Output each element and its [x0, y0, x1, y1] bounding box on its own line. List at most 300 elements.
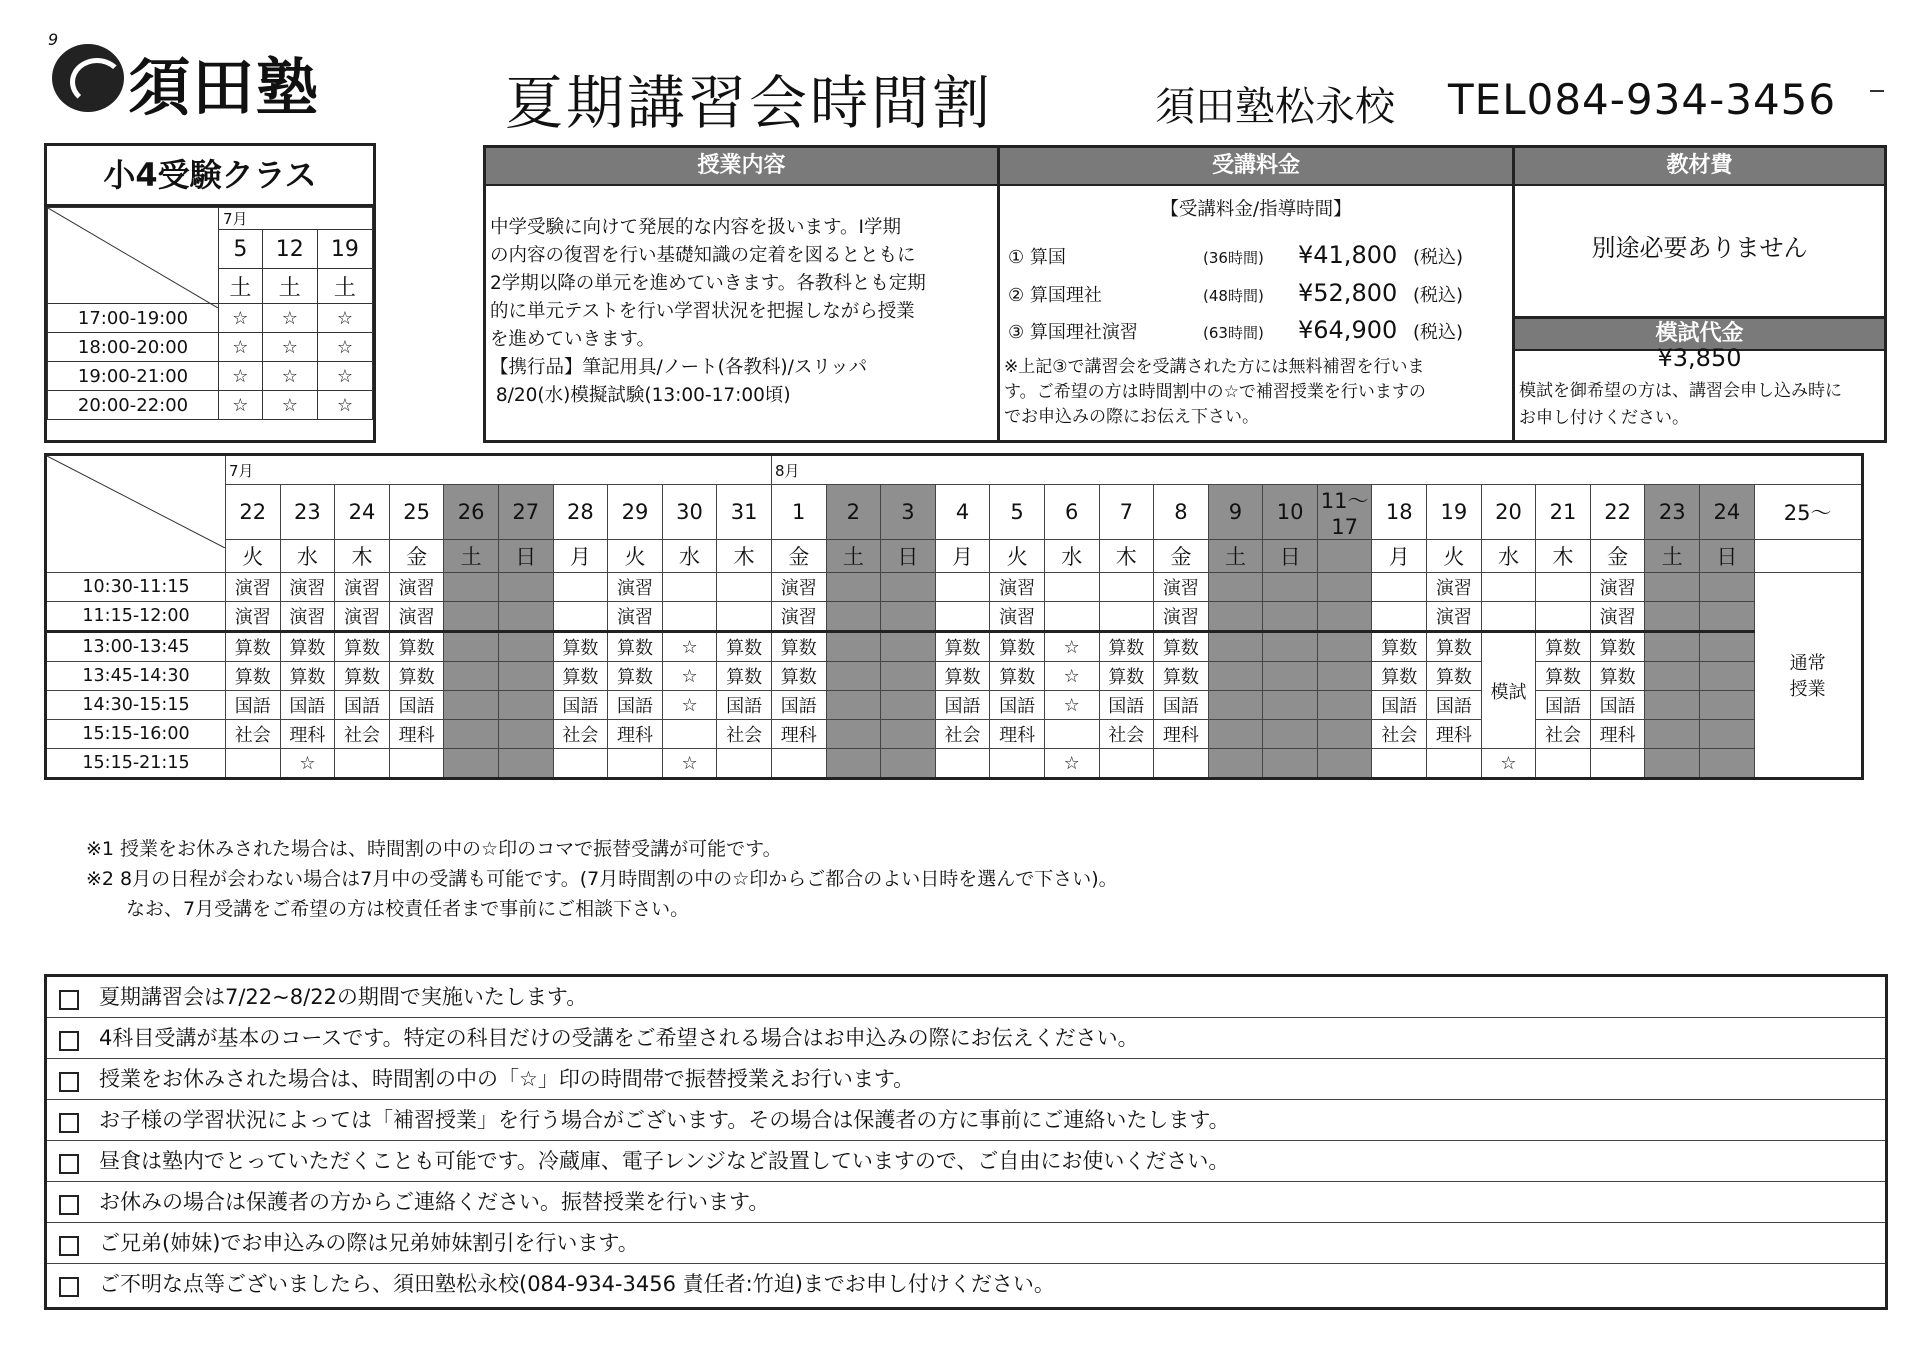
slot-cell	[881, 573, 936, 602]
slot-cell	[1208, 691, 1263, 720]
slot-cell	[1099, 573, 1154, 602]
slot-cell	[553, 573, 608, 602]
mock-price: ¥3,850	[1657, 344, 1742, 372]
checkbox-icon	[59, 990, 79, 1010]
date-cell: 12	[262, 230, 317, 269]
checkbox-icon	[59, 1072, 79, 1092]
fee-price: ¥41,800	[1298, 241, 1398, 269]
date-cell: 9	[1208, 485, 1263, 540]
slot-cell	[444, 662, 499, 691]
slot-cell	[881, 691, 936, 720]
slot-cell: 算数	[1536, 662, 1591, 691]
slot-cell	[1044, 602, 1099, 632]
checklist-item	[47, 1018, 1885, 1059]
fee-price: ¥52,800	[1298, 279, 1398, 307]
date-cell: 4	[935, 485, 990, 540]
month-label: 7月	[219, 208, 373, 230]
slot-cell	[335, 749, 390, 779]
note-line: ※1 授業をお休みされた場合は、時間割の中の☆印のコマで振替受講が可能です。	[86, 838, 782, 860]
slot-cell	[826, 632, 881, 662]
slot-cell	[826, 720, 881, 749]
date-cell: 25	[389, 485, 444, 540]
slot-cell	[1263, 573, 1318, 602]
slot-cell	[1317, 573, 1372, 602]
date-cell: 23	[1645, 485, 1700, 540]
date-cell: 30	[662, 485, 717, 540]
slot-cell	[662, 720, 717, 749]
time-cell: 15:15-21:15	[46, 749, 226, 779]
logo	[48, 30, 338, 124]
fee-note-line: でお申込みの際にお伝え下さい。	[1004, 407, 1259, 427]
logo-mark-icon	[52, 44, 124, 112]
slot-cell	[881, 632, 936, 662]
slot-cell	[1536, 573, 1591, 602]
slot-cell	[662, 573, 717, 602]
slot-cell: ☆	[1044, 632, 1099, 662]
fee-name: ② 算国理社	[1008, 285, 1102, 306]
slot-cell: 理科	[280, 720, 335, 749]
slot-cell: 国語	[935, 691, 990, 720]
slot-cell: 算数	[771, 632, 826, 662]
date-cell: 19	[1427, 485, 1482, 540]
date-cell: 31	[717, 485, 772, 540]
weekday-cell: 土	[1645, 540, 1700, 573]
date-cell: 22	[1590, 485, 1645, 540]
slot-cell	[826, 749, 881, 779]
checkbox-icon	[59, 1195, 79, 1215]
slot-cell	[1317, 749, 1372, 779]
weekday-cell: 金	[1590, 540, 1645, 573]
slot-cell	[553, 602, 608, 632]
schedule-row	[46, 691, 1863, 720]
date-cell: 27	[498, 485, 553, 540]
time-cell: 10:30-11:15	[46, 573, 226, 602]
fee-note-line: ※上記③で講習会を受講された方には無料補習を行いま	[1004, 357, 1425, 377]
date-cell: 7	[1099, 485, 1154, 540]
slot-cell	[826, 691, 881, 720]
phone-number: TEL084-934-3456	[1448, 75, 1837, 124]
weekday-cell: 日	[498, 540, 553, 573]
date-cell: 3	[881, 485, 936, 540]
slot-cell	[881, 720, 936, 749]
slot-cell: 算数	[553, 662, 608, 691]
slot-cell	[1208, 749, 1263, 779]
slot-cell	[1263, 691, 1318, 720]
slot-cell: 算数	[389, 632, 444, 662]
slot-cell: 国語	[771, 691, 826, 720]
weekday-cell: 木	[1536, 540, 1591, 573]
weekday-cell: 月	[935, 540, 990, 573]
slot-cell: 演習	[1154, 602, 1209, 632]
slot-cell: 国語	[226, 691, 281, 720]
diagonal-corner	[48, 208, 219, 304]
slot-cell: 算数	[1372, 662, 1427, 691]
slot-cell: 理科	[771, 720, 826, 749]
fee-tax: (税込)	[1413, 322, 1464, 343]
slot-cell	[1263, 602, 1318, 632]
slot-cell: ☆	[219, 304, 263, 333]
slot-cell: 算数	[1154, 662, 1209, 691]
content-line: の内容の復習を行い基礎知識の定着を図るとともに	[490, 245, 916, 266]
weekday-cell: 水	[1044, 540, 1099, 573]
weekday-cell: 火	[608, 540, 663, 573]
regular-label: 通常	[1789, 653, 1826, 674]
slot-cell: 社会	[553, 720, 608, 749]
slot-cell: 演習	[771, 602, 826, 632]
slot-cell	[498, 602, 553, 632]
slot-cell	[826, 662, 881, 691]
date-cell: 25～	[1754, 485, 1862, 540]
school-name: 須田塾松永校	[1155, 84, 1395, 130]
slot-cell	[444, 749, 499, 779]
content-line: 中学受験に向けて発展的な内容を扱います。I学期	[490, 217, 901, 238]
slot-cell	[990, 749, 1045, 779]
slot-cell	[498, 691, 553, 720]
diagonal-line-icon	[48, 208, 218, 308]
slot-cell	[1317, 632, 1372, 662]
date-cell: 5	[219, 230, 263, 269]
fee-item	[1008, 279, 1463, 307]
slot-cell: 演習	[1590, 573, 1645, 602]
slot-cell	[935, 573, 990, 602]
fee-tax: (税込)	[1413, 247, 1464, 268]
slot-cell	[1317, 602, 1372, 632]
weekday-cell: 日	[881, 540, 936, 573]
slot-cell: ☆	[317, 304, 372, 333]
material-heading: 教材費	[1515, 148, 1884, 186]
checklist	[44, 974, 1888, 1310]
regular-class-cell	[1754, 573, 1862, 779]
slot-cell: 演習	[389, 602, 444, 632]
content-line: 8/20(水)模擬試験(13:00-17:00頃)	[490, 385, 791, 406]
slot-cell: 算数	[990, 632, 1045, 662]
slot-cell	[881, 662, 936, 691]
fee-name: ③ 算国理社演習	[1008, 322, 1138, 343]
mock-heading: 模試代金	[1515, 319, 1884, 351]
mock-note	[1519, 378, 1884, 432]
slot-cell	[1645, 691, 1700, 720]
slot-cell: 国語	[1099, 691, 1154, 720]
content-line: 【携行品】筆記用具/ノート(各教科)/スリッパ	[490, 357, 868, 378]
slot-cell: 国語	[1590, 691, 1645, 720]
month-label: 7月	[226, 455, 772, 485]
slot-cell: ☆	[317, 333, 372, 362]
slot-cell: 理科	[1427, 720, 1482, 749]
checkbox-icon	[59, 1277, 79, 1297]
slot-cell: ☆	[317, 362, 372, 391]
time-cell: 11:15-12:00	[46, 602, 226, 632]
slot-cell	[1099, 749, 1154, 779]
slot-cell: ☆	[1044, 662, 1099, 691]
date-cell: 28	[553, 485, 608, 540]
date-cell: 6	[1044, 485, 1099, 540]
slot-cell: 社会	[1536, 720, 1591, 749]
saturday-table	[47, 207, 373, 420]
weekday-cell: 木	[717, 540, 772, 573]
slot-cell	[1481, 573, 1536, 602]
content-line: 2学期以降の単元を進めていきます。各教科とも定期	[490, 273, 926, 294]
checkbox-icon	[59, 1236, 79, 1256]
weekday-cell	[1317, 540, 1372, 573]
fee-item	[1008, 316, 1463, 344]
schedule-row	[46, 662, 1863, 691]
weekday-cell: 日	[1263, 540, 1318, 573]
diagonal-line-icon	[47, 456, 225, 548]
slot-cell: 演習	[990, 602, 1045, 632]
fee-price: ¥64,900	[1298, 316, 1398, 344]
slot-cell: 演習	[389, 573, 444, 602]
date-cell: 1	[771, 485, 826, 540]
slot-cell	[389, 749, 444, 779]
slot-cell	[826, 602, 881, 632]
checklist-text: お休みの場合は保護者の方からご連絡ください。振替授業を行います。	[99, 1190, 770, 1214]
checklist-item	[47, 977, 1885, 1018]
checklist-text: ご兄弟(姉妹)でお申込みの際は兄弟姉妹割引を行います。	[99, 1231, 639, 1255]
slot-cell: 算数	[608, 632, 663, 662]
checklist-text: 授業をお休みされた場合は、時間割の中の「☆」印の時間帯で振替授業えお行います。	[99, 1067, 915, 1091]
slot-cell	[553, 749, 608, 779]
date-cell: 26	[444, 485, 499, 540]
slot-cell: ☆	[1044, 691, 1099, 720]
slot-cell: 算数	[717, 662, 772, 691]
schedule-row	[46, 602, 1863, 632]
slot-cell: 演習	[608, 602, 663, 632]
slot-cell: 理科	[608, 720, 663, 749]
weekday-cell: 火	[990, 540, 1045, 573]
slot-cell: 算数	[1590, 662, 1645, 691]
slot-cell	[1700, 691, 1755, 720]
slot-cell	[1645, 602, 1700, 632]
slot-cell	[1263, 749, 1318, 779]
weekday-cell: 土	[262, 269, 317, 304]
class-box	[44, 143, 376, 443]
content-heading: 授業内容	[486, 148, 997, 186]
slot-cell: 算数	[1099, 632, 1154, 662]
slot-cell: 演習	[1154, 573, 1209, 602]
slot-cell	[1044, 720, 1099, 749]
slot-cell: 算数	[608, 662, 663, 691]
slot-cell: ☆	[262, 304, 317, 333]
slot-cell	[444, 691, 499, 720]
mock-note-line: 模試を御希望の方は、講習会申し込み時に	[1519, 381, 1842, 401]
class-title: 小4受験クラス	[47, 146, 373, 207]
slot-cell: 算数	[553, 632, 608, 662]
slot-cell	[1590, 749, 1645, 779]
slot-cell	[1645, 632, 1700, 662]
time-cell: 15:15-16:00	[46, 720, 226, 749]
slot-cell: 算数	[335, 632, 390, 662]
date-cell: 23	[280, 485, 335, 540]
slot-cell	[1645, 662, 1700, 691]
slot-cell: ☆	[662, 749, 717, 779]
schedule-row	[46, 720, 1863, 749]
slot-cell: 国語	[1154, 691, 1209, 720]
note-line: ※2 8月の日程が会わない場合は7月中の受講も可能です。(7月時間割の中の☆印からご都合のよい日時を選んで下さい)。	[86, 868, 1118, 890]
slot-cell	[826, 573, 881, 602]
summer-schedule-table	[44, 453, 1864, 780]
slot-cell	[1263, 662, 1318, 691]
slot-cell	[498, 662, 553, 691]
time-cell: 17:00-19:00	[48, 304, 219, 333]
logo-text: 須田塾	[128, 51, 321, 124]
slot-cell	[1154, 749, 1209, 779]
logo-small-text: 9	[48, 30, 59, 49]
slot-cell: 演習	[1427, 602, 1482, 632]
checklist-text: お子様の学習状況によっては「補習授業」を行う場合がございます。その場合は保護者の方に事前にご連絡いたします。	[99, 1108, 1230, 1132]
slot-cell: 理科	[1590, 720, 1645, 749]
slot-cell: ☆	[280, 749, 335, 779]
material-text: 別途必要ありません	[1591, 234, 1808, 262]
slot-cell: 算数	[990, 662, 1045, 691]
slot-cell: 国語	[717, 691, 772, 720]
info-panels	[483, 145, 1887, 443]
date-cell: 8	[1154, 485, 1209, 540]
slot-cell	[1700, 602, 1755, 632]
checklist-text: 昼食は塾内でとっていただくことも可能です。冷蔵庫、電子レンジなど設置していますので、ご自由にお使いください。	[99, 1149, 1230, 1173]
date-cell: 29	[608, 485, 663, 540]
slot-cell	[771, 749, 826, 779]
slot-cell: 国語	[990, 691, 1045, 720]
slot-cell	[1263, 720, 1318, 749]
slot-cell: 国語	[389, 691, 444, 720]
slot-cell: 算数	[1536, 632, 1591, 662]
slot-cell: ☆	[262, 391, 317, 420]
slot-cell: 社会	[717, 720, 772, 749]
time-cell: 13:45-14:30	[46, 662, 226, 691]
date-cell: 21	[1536, 485, 1591, 540]
slot-cell	[444, 720, 499, 749]
slot-cell	[662, 602, 717, 632]
slot-cell	[881, 749, 936, 779]
weekday-cell: 月	[1372, 540, 1427, 573]
slot-cell: 社会	[1372, 720, 1427, 749]
month-label: 8月	[771, 455, 1862, 485]
time-cell: 18:00-20:00	[48, 333, 219, 362]
slot-cell	[444, 573, 499, 602]
slot-cell	[1372, 602, 1427, 632]
mock-note-line: お申し付けください。	[1519, 408, 1689, 428]
checkbox-icon	[59, 1113, 79, 1133]
slot-cell: 算数	[1099, 662, 1154, 691]
slot-cell	[1700, 632, 1755, 662]
date-cell: 11～17	[1317, 485, 1372, 540]
date-cell: 2	[826, 485, 881, 540]
weekday-cell: 金	[771, 540, 826, 573]
time-cell: 19:00-21:00	[48, 362, 219, 391]
weekday-cell: 木	[1099, 540, 1154, 573]
slot-cell	[717, 573, 772, 602]
diagonal-corner	[46, 455, 226, 573]
slot-cell	[1700, 749, 1755, 779]
regular-label: 授業	[1789, 679, 1826, 700]
slot-cell	[935, 749, 990, 779]
slot-cell	[444, 632, 499, 662]
weekday-cell: 土	[317, 269, 372, 304]
fee-name: ① 算国	[1008, 247, 1066, 268]
slot-cell	[1372, 573, 1427, 602]
slot-cell: 算数	[1372, 632, 1427, 662]
slot-cell	[1317, 691, 1372, 720]
slot-cell	[1099, 602, 1154, 632]
slot-cell: 国語	[1372, 691, 1427, 720]
slot-cell: 演習	[1590, 602, 1645, 632]
slot-cell: 算数	[771, 662, 826, 691]
slot-cell	[1536, 749, 1591, 779]
slot-cell	[498, 720, 553, 749]
fee-note-line: す。ご希望の方は時間割中の☆で補習授業を行いますの	[1004, 382, 1426, 402]
content-line: を進めていきます。	[490, 329, 656, 350]
content-line: 的に単元テストを行い学習状況を把握しながら授業	[490, 301, 915, 322]
slot-cell: 算数	[1427, 662, 1482, 691]
slot-cell: ☆	[662, 632, 717, 662]
weekday-cell: 土	[826, 540, 881, 573]
fee-list	[1000, 148, 1512, 440]
slot-cell: 国語	[335, 691, 390, 720]
slot-cell: ☆	[219, 362, 263, 391]
slot-cell	[1700, 720, 1755, 749]
slot-cell	[1372, 749, 1427, 779]
slot-cell: ☆	[262, 333, 317, 362]
slot-cell: ☆	[662, 662, 717, 691]
checklist-item	[47, 1182, 1885, 1223]
checklist-item	[47, 1264, 1885, 1305]
slot-cell	[1263, 632, 1318, 662]
slot-cell	[1208, 720, 1263, 749]
slot-cell	[1481, 602, 1536, 632]
slot-cell	[1536, 602, 1591, 632]
slot-cell: 算数	[226, 662, 281, 691]
slot-cell: 演習	[335, 602, 390, 632]
weekday-cell: 火	[226, 540, 281, 573]
checklist-item	[47, 1059, 1885, 1100]
slot-cell	[717, 602, 772, 632]
date-cell: 24	[335, 485, 390, 540]
checklist-text: 夏期講習会は7/22~8/22の期間で実施いたします。	[99, 985, 588, 1009]
slot-cell: 演習	[280, 602, 335, 632]
slot-cell: ☆	[1044, 749, 1099, 779]
slot-cell: 理科	[389, 720, 444, 749]
fee-item	[1008, 241, 1463, 269]
checklist-item	[47, 1223, 1885, 1264]
divider	[1512, 148, 1515, 440]
slot-cell: 理科	[990, 720, 1045, 749]
slot-cell: 国語	[1427, 691, 1482, 720]
slot-cell	[717, 749, 772, 779]
slot-cell: ☆	[317, 391, 372, 420]
date-row	[46, 485, 1863, 540]
slot-cell: 算数	[1154, 632, 1209, 662]
note-line: なお、7月受講をご希望の方は校責任者まで事前にご相談下さい。	[126, 898, 690, 920]
slot-cell: 演習	[608, 573, 663, 602]
slot-cell	[1208, 573, 1263, 602]
slot-cell	[1427, 749, 1482, 779]
slot-cell	[1645, 573, 1700, 602]
slot-cell	[1317, 662, 1372, 691]
date-cell: 24	[1700, 485, 1755, 540]
slot-cell: 算数	[280, 662, 335, 691]
checklist-text: 4科目受講が基本のコースです。特定の科目だけの受講をご希望される場合はお申込みの際にお伝えください。	[99, 1026, 1139, 1050]
weekday-cell: 土	[444, 540, 499, 573]
dash-mark	[1870, 90, 1884, 92]
slot-cell: 演習	[226, 602, 281, 632]
slot-cell: 社会	[935, 720, 990, 749]
slot-cell	[226, 749, 281, 779]
slot-cell	[444, 602, 499, 632]
slot-cell	[1208, 632, 1263, 662]
slot-cell: 演習	[771, 573, 826, 602]
date-cell: 22	[226, 485, 281, 540]
slot-cell: 算数	[717, 632, 772, 662]
